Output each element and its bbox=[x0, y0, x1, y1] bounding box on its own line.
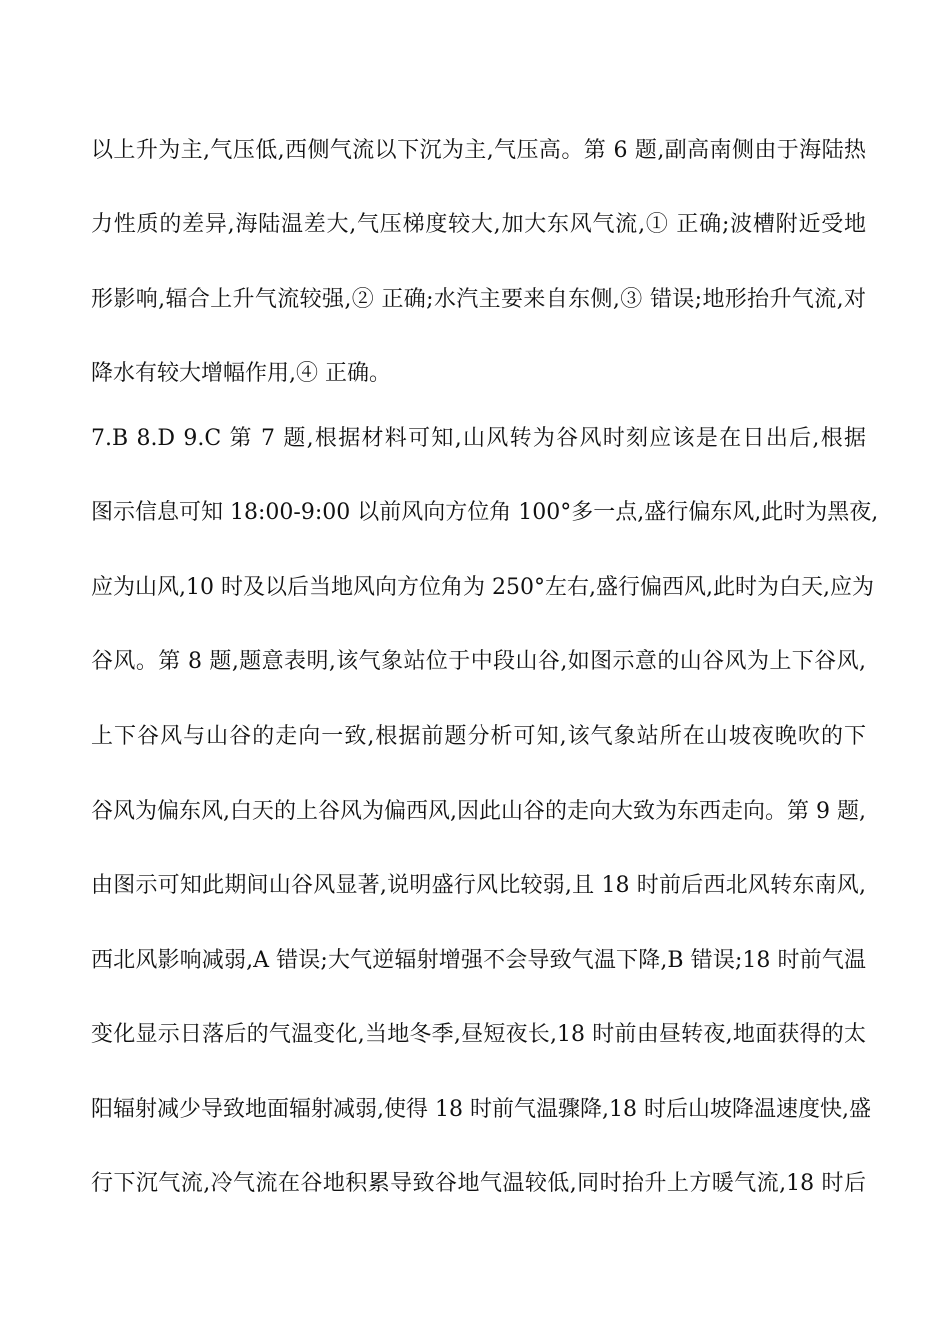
text-line-11: 由图示可知此期间山谷风显著,说明盛行风比较弱,且 18 时前后西北风转东南风, bbox=[91, 873, 866, 898]
text-line-12: 西北风影响减弱,A 错误;大气逆辐射增强不会导致气温下降,B 错误;18 时前气温 bbox=[91, 948, 866, 973]
text-line-7: 应为山风,10 时及以后当地风向方位角为 250°左右,盛行偏西风,此时为白天,应为 bbox=[91, 575, 874, 600]
text-line-8: 谷风。第 8 题,题意表明,该气象站位于中段山谷,如图示意的山谷风为上下谷风, bbox=[91, 649, 866, 674]
text-line-3: 形影响,辐合上升气流较强,② 正确;水汽主要来自东侧,③ 错误;地形抬升气流,对 bbox=[91, 287, 866, 312]
text-line-9: 上下谷风与山谷的走向一致,根据前题分析可知,该气象站所在山坡夜晚吹的下 bbox=[91, 724, 866, 749]
text-line-13: 变化显示日落后的气温变化,当地冬季,昼短夜长,18 时前由昼转夜,地面获得的太 bbox=[91, 1022, 866, 1047]
text-line-15: 行下沉气流,冷气流在谷地积累导致谷地气温较低,同时抬升上方暖气流,18 时后 bbox=[91, 1171, 866, 1196]
text-line-6: 图示信息可知 18:00-9:00 以前风向方位角 100°多一点,盛行偏东风,此时为黑夜, bbox=[91, 500, 879, 525]
text-line-1: 以上升为主,气压低,西侧气流以下沉为主,气压高。第 6 题,副高南侧由于海陆热 bbox=[91, 138, 866, 163]
text-line-5: 7.B 8.D 9.C 第 7 题,根据材料可知,山风转为谷风时刻应该是在日出后,根据 bbox=[91, 426, 866, 451]
text-line-10: 谷风为偏东风,白天的上谷风为偏西风,因此山谷的走向大致为东西走向。第 9 题, bbox=[91, 799, 866, 824]
text-line-14: 阳辐射减少导致地面辐射减弱,使得 18 时前气温骤降,18 时后山坡降温速度快,盛 bbox=[91, 1097, 871, 1122]
text-line-4: 降水有较大增幅作用,④ 正确。 bbox=[91, 361, 391, 386]
text-line-2: 力性质的差异,海陆温差大,气压梯度较大,加大东风气流,① 正确;波槽附近受地 bbox=[91, 212, 866, 237]
